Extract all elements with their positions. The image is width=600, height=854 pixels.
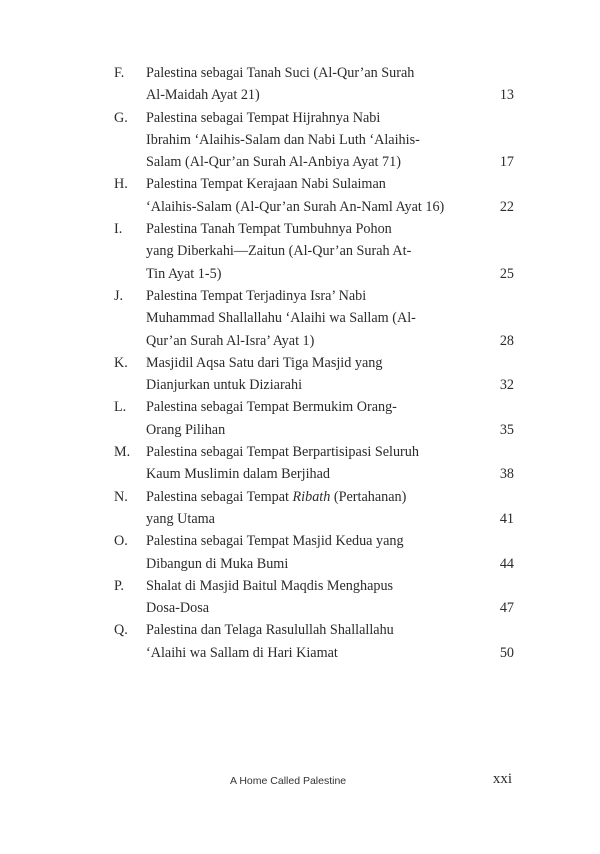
toc-entry-m	[114, 441, 514, 486]
toc-entry-page: 13	[499, 87, 514, 104]
footer-book-title: A Home Called Palestine	[230, 775, 347, 787]
toc-entry-title: Palestina dan Telaga Rasulullah Shallallahu ‘Alaihi wa Sallam di Hari Kiamat	[146, 622, 394, 661]
toc-entry-page: 44	[499, 555, 514, 572]
toc-entry-title: Shalat di Masjid Baitul Maqdis Menghapus Dosa-Dosa	[146, 577, 394, 617]
toc-entry-page: 41	[499, 510, 514, 527]
toc-entry-letter: O.	[114, 533, 128, 550]
toc-entry-page: 22	[499, 198, 514, 215]
toc-entry-page: 38	[499, 466, 514, 483]
toc-entry-title	[146, 486, 492, 531]
toc-entry-title: Palestina Tempat Terjadinya Isra’ Nabi Muhammad Shallallahu ‘Alaihi wa Sallam (Al- Qur’an Surah Al-Isra’ Ayat 1)	[146, 287, 416, 349]
toc-entry-letter: H.	[114, 176, 128, 193]
toc-entry-letter: F.	[114, 65, 125, 81]
toc-entry-letter: K.	[114, 354, 128, 371]
toc-entry-page: 25	[499, 265, 514, 282]
toc-entry-page: 32	[499, 377, 514, 394]
toc-entry-title: Palestina sebagai Tempat Masjid Kedua yang Dibangun di Muka Bumi	[146, 533, 404, 572]
toc-entry-g	[114, 107, 514, 174]
toc-entry-page: 17	[499, 154, 514, 171]
toc-entry-n	[114, 486, 514, 531]
page-footer	[0, 771, 600, 793]
toc-entry-letter: Q.	[114, 622, 128, 639]
toc-entry-title: Palestina Tanah Tempat Tumbuhnya Pohon yang Diberkahi—Zaitun (Al-Qur’an Surah At- Tin Ayat 1-5)	[146, 221, 412, 282]
toc-entry-k	[114, 352, 514, 397]
toc-entry-letter: M.	[114, 444, 131, 461]
toc-entry-title: Palestina Tempat Kerajaan Nabi Sulaiman ‘Alaihis-Salam (Al-Qur’an Surah An-Naml Ayat 16)	[146, 176, 445, 215]
toc-entry-title: Masjidil Aqsa Satu dari Tiga Masjid yang Dianjurkan untuk Diziarahi	[146, 354, 383, 394]
toc-entry-title-italic: Ribath	[292, 488, 331, 505]
toc-entry-title: Palestina sebagai Tempat Bermukim Orang- Orang Pilihan	[146, 399, 397, 438]
toc-entry-page: 50	[499, 644, 514, 661]
toc-entry-title-part: Palestina sebagai Tempat	[146, 488, 293, 505]
toc-entry-letter: G.	[114, 109, 128, 126]
toc-entry-q	[114, 619, 514, 664]
toc-entry-page: 47	[499, 600, 514, 617]
toc-entry-i	[114, 218, 514, 285]
toc-entry-title-part: (Pertahanan) yang Utama	[146, 488, 407, 527]
footer-page-number: xxi	[492, 771, 512, 787]
toc-entry-p	[114, 575, 514, 620]
toc-entry-title: Palestina sebagai Tanah Suci (Al-Qur’an Surah Al-Maidah Ayat 21)	[146, 65, 415, 104]
toc-entry-letter: J.	[114, 287, 124, 304]
toc-entry-letter: I.	[114, 221, 123, 238]
toc-entry-letter: L.	[114, 399, 127, 416]
toc-entry-o	[114, 530, 514, 575]
toc-entry-l	[114, 396, 514, 441]
toc-entry-letter: P.	[114, 577, 124, 594]
toc-entry-title: Palestina sebagai Tempat Hijrahnya Nabi Ibrahim ‘Alaihis-Salam dan Nabi Luth ‘Alaihis- Salam (Al-Qur’an Surah Al-Anbiya Ayat 71)	[146, 109, 420, 171]
toc-entry-title: Palestina sebagai Tempat Berpartisipasi Seluruh Kaum Muslimin dalam Berjihad	[146, 444, 419, 483]
toc-entry-letter: N.	[114, 488, 128, 505]
toc-entry-h	[114, 173, 514, 218]
toc-entry-f	[114, 62, 514, 107]
table-of-contents	[114, 62, 514, 664]
toc-entry-page: 35	[499, 421, 514, 438]
toc-entry-page: 28	[499, 332, 514, 349]
toc-entry-j	[114, 285, 514, 352]
